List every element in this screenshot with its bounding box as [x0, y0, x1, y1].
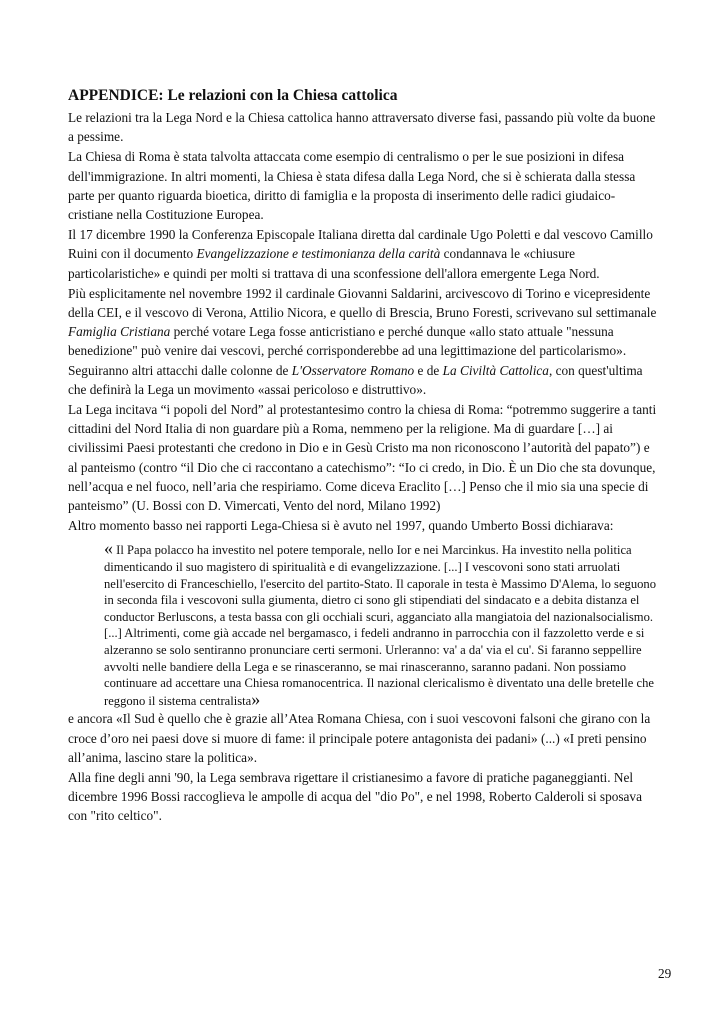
- italic-famiglia-cristiana: Famiglia Cristiana: [68, 324, 171, 340]
- paragraph-chiesa-roma: La Chiesa di Roma è stata talvolta attaccata come esempio di centralismo o per le sue posizioni in difesa dell'immigrazione. In altri momenti, la Chiesa è stata difesa dalla Lega Nord, che si è schierata dalla stessa parte per quanto riguarda bioetica, diritto di famiglia e la proposta di inserimento delle radici giudaico-cristiane nella Costituzione Europea.: [68, 149, 636, 223]
- quote-close-mark: »: [251, 688, 261, 709]
- text-span: e de: [414, 362, 443, 378]
- italic-civilta-cattolica: La Civiltà Cattolica: [442, 362, 549, 378]
- italic-osservatore-romano: L'Osservatore Romano: [291, 362, 415, 378]
- section-title: APPENDICE: Le relazioni con la Chiesa cattolica: [68, 87, 398, 104]
- text-span: , con quest'ultima che definirà la Lega un movimento «assai pericoloso e distruttivo».: [68, 362, 643, 397]
- paragraph-anni-90: Alla fine degli anni '90, la Lega sembrava rigettare il cristianesimo a favore di pratiche paganeggianti. Nel dicembre 1996 Bossi raccoglieva le ampolle di acqua del "dio Po", e nel 1998, Roberto Calderoli si sposava con "rito celtico".: [68, 770, 642, 824]
- text-span: condannava le «chiusure particolaristiche» e quindi per molti si trattava di una sconfessione dell'allora emergente Lega Nord.: [68, 246, 600, 281]
- page-number: 29: [658, 966, 672, 981]
- quote-text: Il Papa polacco ha investito nel potere temporale, nello Ior e nei Marcinkus. Ha investito nella politica dimenticando il suo magistero di spiritualità e di evangelizzazione. [...] I vescovoni sono stati arruolati nell'esercito di Franceschiello, l'esercito del partito-Stato. Il caporale in testa è Massimo D'Alema, lo seguono in seconda fila i vescovoni sulla giumenta, dietro ci sono gli stipendiati del sindacato e a debita distanza el conductor Berluscons, a testa bassa con gli occhiali scuri, agganciato alla mangiatoia del nazionalsocialismo. [...] Altrimenti, come già accade nel bergamasco, i fedeli andranno in parrocchia con il fazzoletto verde e si alzeranno se solo sentiranno pronunciare certi sermoni. Urleranno: va' a da' via el cu'. Si faranno seppellire avvolti nelle bandiere della Lega e se rinasceranno, se mai rinasceranno, saranno padani. Non possiamo continuare ad accettare una Chiesa romanocentrica. Il nazional clericalismo è diventato una delle bretelle che reggono il sistema centralista: [104, 543, 657, 708]
- text-span: Più esplicitamente nel novembre 1992 il cardinale Giovanni Saldarini, arcivescovo di Torino e vicepresidente della CEI, e il vescovo di Verona, Attilio Nicora, e quello di Brescia, Bruno Foresti, scrivevano sul settimanale: [68, 285, 657, 321]
- text-span: Il 17 dicembre 1990 la Conferenza Episcopale Italiana diretta dal cardinale Ugo Poletti e dal vescovo Camillo Ruini con il documento: [68, 227, 653, 262]
- text-span: perché votare Lega fosse anticristiano e perché dunque «allo stato attuale "nessuna benedizione" può venire dai vescovi, perché corrisponderebbe ad una legittimazione del particolarismo». Seguiranno altri attacchi dalle colonne de: [68, 324, 627, 378]
- paragraph-1992: [68, 284, 658, 399]
- paragraph-intro: Le relazioni tra la Lega Nord e la Chiesa cattolica hanno attraversato diverse fasi, passando più volte da buone a pessime.: [68, 110, 656, 145]
- paragraph-protestantesimo: La Lega incitava “i popoli del Nord” al protestantesimo contro la chiesa di Roma: “potremmo suggerire a tanti cittadini del Nord Italia di non guardare più a Roma, nemmeno per la religione. Ma di guardare […] ai civilissimi Paesi protestanti che credono in Dio e in Gesù Cristo ma non riconoscono l’autorità del papato”) e al panteismo (contro “il Dio che ci raccontano a catechismo”: “Io ci credo, in Dio. È un Dio che sta dovunque, nell’acqua e nel fuoco, nell’aria che respiriamo. Come diceva Eraclito […] Penso che il mio sia una specie di panteismo” (U. Bossi con D. Vimercati, Vento del nord, Milano 1992): [68, 402, 657, 514]
- paragraph-sud: e ancora «Il Sud è quello che è grazie all’Atea Romana Chiesa, con i suoi vescovoni falsoni che girano con la croce d’oro nei paesi dove si muore di fame: il principale potere antagonista dei padani» (...) «I preti pensino all’anima, lascino stare la politica».: [68, 711, 651, 765]
- quote-open-mark: «: [104, 538, 113, 559]
- paragraph-cei-1990: [68, 225, 658, 283]
- block-quote: [104, 538, 664, 709]
- paragraph-1997: Altro momento basso nei rapporti Lega-Chiesa si è avuto nel 1997, quando Umberto Bossi dichiarava:: [68, 518, 614, 534]
- document-body: [68, 86, 658, 827]
- italic-document-title: Evangelizzazione e testimonianza della carità: [196, 246, 441, 262]
